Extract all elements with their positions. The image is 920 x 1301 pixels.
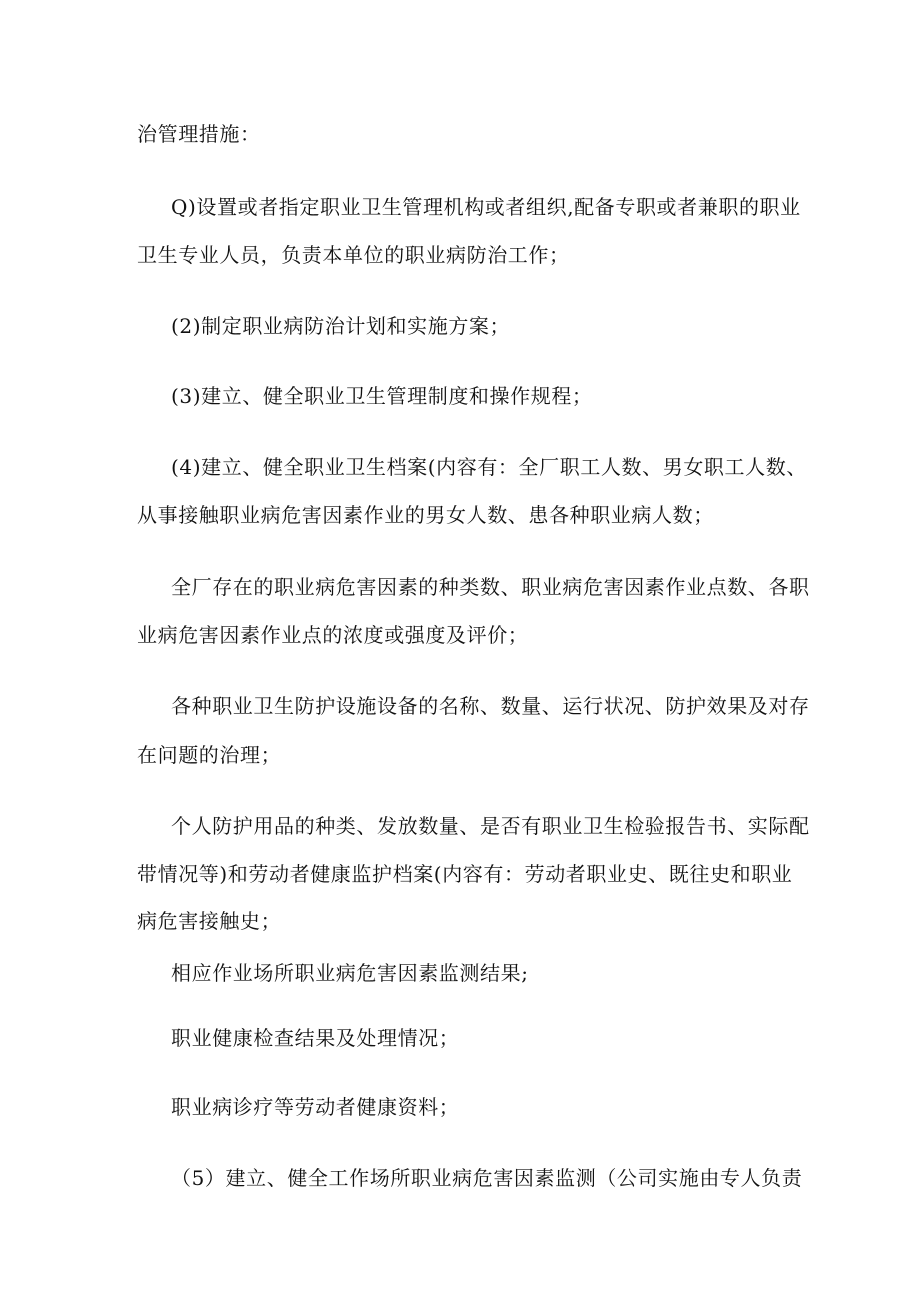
text-line: 职业健康检查结果及处理情况； [171, 1026, 460, 1050]
text-line: 在问题的治理； [137, 743, 282, 767]
text-line: （5）建立、健全工作场所职业病危害因素监测（公司实施由专人负责 [171, 1166, 803, 1190]
text-line: (4)建立、健全职业卫生档案(内容有：全厂职工人数、男女职工人数、 [171, 455, 807, 479]
text-line: 业病危害因素作业点的浓度或强度及评价； [137, 623, 529, 647]
text-line: (3)建立、健全职业卫生管理制度和操作规程； [171, 384, 593, 408]
text-line: 个人防护用品的种类、发放数量、是否有职业卫生检验报告书、实际配 [171, 814, 810, 838]
text-line: 各种职业卫生防护设施设备的名称、数量、运行状况、防护效果及对存 [171, 694, 810, 718]
text-line: 职业病诊疗等劳动者健康资料； [171, 1095, 460, 1119]
text-line: 卫生专业人员，负责本单位的职业病防治工作； [137, 243, 570, 267]
text-line: 治管理措施： [137, 122, 261, 146]
text-line: 从事接触职业病危害因素作业的男女人数、患各种职业病人数； [137, 503, 714, 527]
text-line: 病危害接触史； [137, 909, 282, 933]
text-line: 相应作业场所职业病危害因素监测结果; [171, 961, 529, 985]
text-line: (2)制定职业病防治计划和实施方案； [171, 314, 511, 338]
text-line: Q)设置或者指定职业卫生管理机构或者组织,配备专职或者兼职的职业 [171, 195, 801, 219]
text-line: 带情况等)和劳动者健康监护档案(内容有：劳动者职业史、既往史和职业 [137, 862, 793, 886]
text-line: 全厂存在的职业病危害因素的种类数、职业病危害因素作业点数、各职 [171, 575, 810, 599]
